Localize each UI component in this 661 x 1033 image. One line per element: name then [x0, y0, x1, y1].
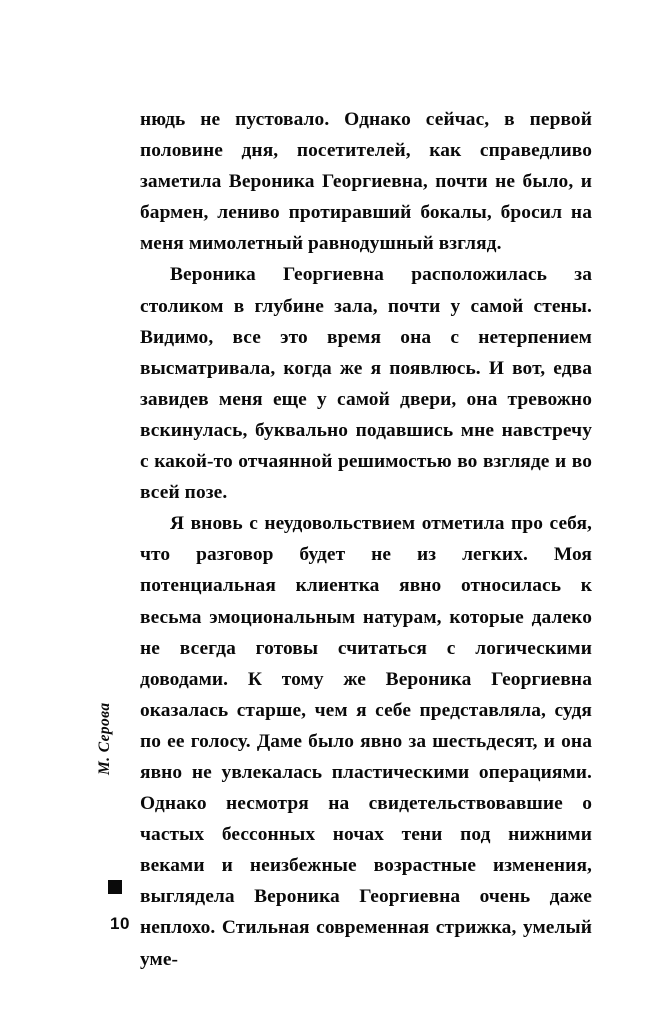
body-text-column [140, 104, 592, 1006]
paragraph-continuation: нюдь не пустовало. Однако сейчас, в первой половине дня, посетителей, как справедливо заметила Вероника Георгиевна, почти не было, и бармен, лениво протиравший бокалы, бросил на меня мимолетный равнодушный взгляд. [140, 109, 592, 255]
square-bullet-icon [108, 880, 122, 894]
running-head-author: М. Серова [96, 702, 113, 775]
page-number: 10 [110, 914, 130, 933]
paragraph-3: Я вновь с неудовольствием отметила про себя, что разговор будет не из легких. Моя потенциальная клиентка явно относилась к весьма эмоциональным натурам, которые далеко не всегда готовы считаться с логическими доводами. К тому же Вероника Георгиевна оказалась старше, чем я себе представляла, судя по ее голосу. Даме было явно за шестьдесят, и она явно не увлекалась пластическими операциями. Однако несмотря на свидетельствовавшие о частых бессонных ночах тени под нижними веками и неизбежные возрастные изменения, выглядела Вероника Георгиевна очень даже неплохо. Стильная современная стрижка, умелый уме- [140, 513, 592, 970]
paragraph-2: Вероника Георгиевна расположилась за столиком в глубине зала, почти у самой стены. Видимо, все это время она с нетерпением высматривала, когда же я появлюсь. И вот, едва завидев меня еще у самой двери, она тревожно вскинулась, буквально подавшись мне навстречу с какой-то отчаянной решимостью во взгляде и во всей позе. [140, 264, 592, 504]
